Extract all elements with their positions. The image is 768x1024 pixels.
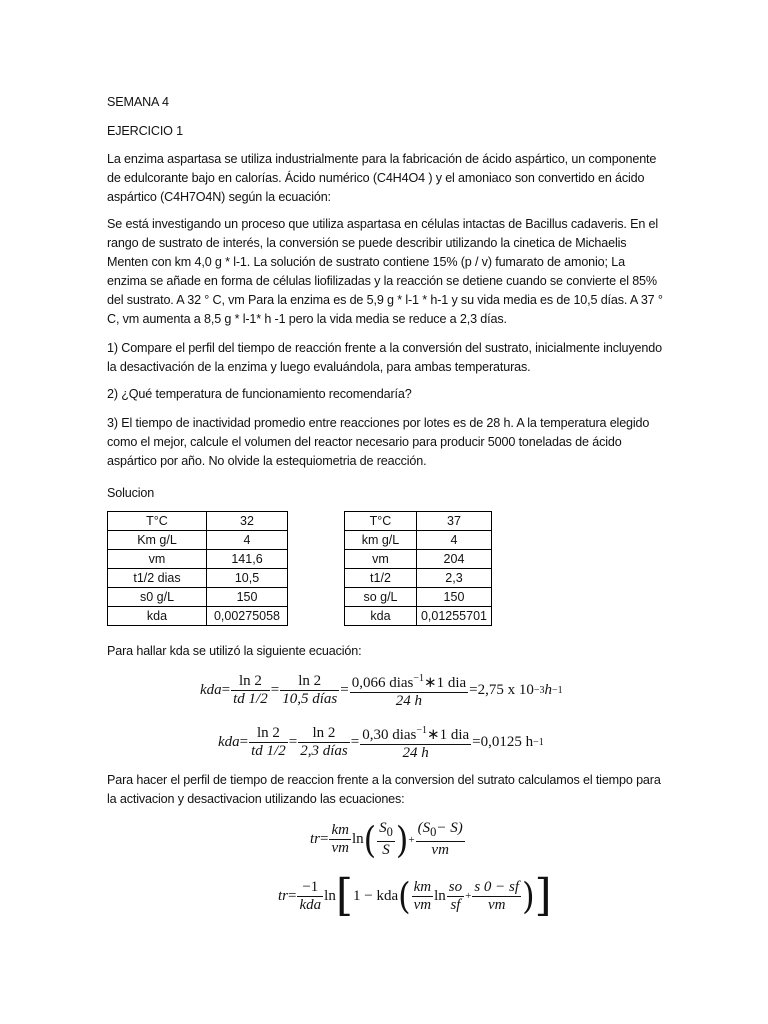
table-row: vm 204 xyxy=(345,550,492,569)
question-3: 3) El tiempo de inactividad promedio entre reacciones por lotes es de 28 h. A la temperatura elegido como el mejor, calcule el volumen del reactor necesario para producir 5000 toneladas de ácido aspártico por año. No olvide la estequiometria de reacción. xyxy=(107,416,650,468)
intro-paragraph: La enzima aspartasa se utiliza industrialmente para la fabricación de ácido aspártico, un componente de edulcorante bajo en calorías. Ácido numérico (C4H4O4 ) y el amoniaco son convertido en ácido aspártico (C4H7O4N) según la ecuación: xyxy=(107,152,657,204)
table-37c xyxy=(344,511,492,626)
table-row: Km g/L 4 xyxy=(108,531,288,550)
table-row: T°C 32 xyxy=(108,512,288,531)
profile-intro: Para hacer el perfil de tiempo de reaccion frente a la conversion del sutrato calculamos el tiempo para la activacion y desactivacion utilizando las ecuaciones: xyxy=(107,773,661,806)
problem-paragraph: Se está investigando un proceso que utiliza aspartasa en células intactas de Bacillus cadaveris. En el rango de sustrato de interés, la conversión se puede describir utilizando la cinetica de Michaelis Menten con km 4,0 g * l-1. La solución de sustrato contiene 15% (p / v) fumarato de amonio; La enzima se añade en forma de células liofilizadas y la reacción se detiene cuando se convierte el 85% del sustrato. A 32 ° C, vm Para la enzima es de 5,9 g * l-1 * h-1 y su vida media es de 10,5 días. A 37 ° C, vm aumenta a 8,5 g * l-1* h -1 pero la vida media se reduce a 2,3 días. xyxy=(107,217,663,326)
reaction-time-equation: tr = $\frac{km}{vm}$ ln ( $\frac{S_0}{S}$ ) + $\frac{(S_0- S)}{vm}$ xyxy=(310,817,463,862)
kda-intro: Para hallar kda se utilizó la siguiente ecuación: xyxy=(107,644,362,658)
kda-equation-37c: kda = $\frac{\ln 2}{td 1/2}$ = $\frac{\ln 2}{\text{2,3 días}}$ = $\frac{0,30 dias^{-1}∗1 dia}{24 h}$ = 0,0125 h −1 xyxy=(218,722,544,762)
reaction-time-deactivation-equation: tr = $\frac{-1}{\text{kda}}$ ln [ 1 − kda ( $\frac{km}{vm}$ ln $\frac{so}{sf}$ + $\frac{s 0 - sf}{vm}$ ) ] xyxy=(278,870,552,921)
solution-heading: Solucion xyxy=(107,486,155,500)
kda-equation-32c: kda = $\frac{\ln 2}{td 1/2}$ = $\frac{\ln 2}{\text{10,5 días}}$ = $\frac{0,066 dias^{-1}∗1 dia}{24 h}$ = 2,75 x 10 −3 h −1 xyxy=(200,670,563,710)
table-32c xyxy=(107,511,288,626)
table-row: t1/2 dias 10,5 xyxy=(108,569,288,588)
table-row: km g/L 4 xyxy=(345,531,492,550)
exercise-heading: EJERCICIO 1 xyxy=(107,124,184,138)
table-row: T°C 37 xyxy=(345,512,492,531)
table-row: so g/L 150 xyxy=(345,588,492,607)
table-row: kda 0,01255701 xyxy=(345,607,492,626)
table-row: kda 0,00275058 xyxy=(108,607,288,626)
week-heading: SEMANA 4 xyxy=(107,95,169,109)
question-2: 2) ¿Qué temperatura de funcionamiento recomendaría? xyxy=(107,387,412,401)
table-row: t1/2 2,3 xyxy=(345,569,492,588)
question-1: 1) Compare el perfil del tiempo de reacción frente a la conversión del sustrato, inicialmente incluyendo la desactivación de la enzima y luego evaluándola, para ambas temperaturas. xyxy=(107,341,662,374)
table-row: vm 141,6 xyxy=(108,550,288,569)
table-row: s0 g/L 150 xyxy=(108,588,288,607)
